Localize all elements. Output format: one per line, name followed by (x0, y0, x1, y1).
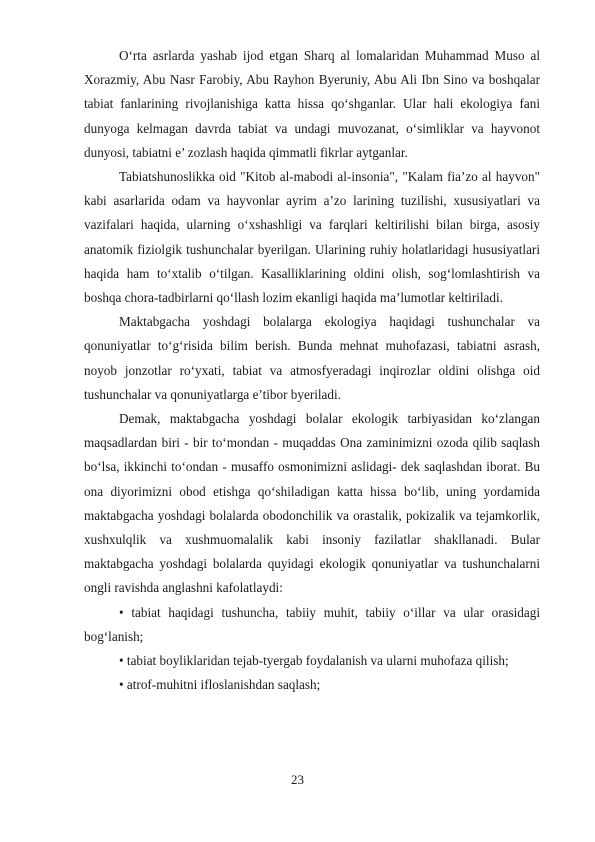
page-number: 23 (291, 772, 304, 787)
paragraph-natural-science-works: Tabiatshunoslikka oid "Kitob al-mabodi al-insonia", "Kalam fia’zo al hayvon" kabi asarlarida odam va hayvonlar ayrim a’zo larining tuzilishi, xususiyatlari va vazifalari haqida, ularning o‘xshashligi va farqlari keltirilishi bilan birga, asosiy anatomik fiziolgik tushunchalar byerilgan. Ularining ruhiy holatlaridagi hususiyatlari haqida ham to‘xtalib o‘tilgan. Kasalliklarining oldini olish, sog‘lomlashtirish va boshqa chora-tadbirlarni qo‘llash lozim ekanligi haqida ma’lumotlar keltiriladi. (84, 169, 540, 306)
bullet-item-resource-protection: • tabiat boyliklaridan tejab-tyergab foydalanish va ularni muhofaza qilish; (119, 653, 509, 669)
paragraph-scholars: O‘rta asrlarda yashab ijod etgan Sharq al lomalaridan Muhammad Muso al Xorazmiy, Abu Nasr Farobiy, Abu Rayhon Byeruniy, Abu Ali Ibn Sino va boshqalar tabiat fanlarining rivojlanishiga katta hissa qo‘shganlar. Ular hali ekologiya fani dunyoga kelmagan davrda tabiat va undagi muvozanat, o‘simliklar va hayvonot dunyosi, tabiatni e’ zozlash haqida qimmatli fikrlar aytganlar. (84, 48, 540, 160)
document-page (84, 44, 540, 697)
paragraph-preschool-ecology: Maktabgacha yoshdagi bolalarga ekologiya haqidagi tushunchalar va qonuniyatlar to‘g‘risida bilim berish. Bunda mehnat muhofazasi, tabiatni asrash, noyob jonzotlar ro‘yxati, tabiat va atmosfyeradagi inqirozlar oldini olishga oid tushunchalar va qonuniyatlarga e’tibor byeriladi. (84, 314, 540, 402)
bullet-item-pollution-prevention: • atrof-muhitni ifloslanishdan saqlash; (119, 677, 321, 693)
paragraph-ecological-education-goals: Demak, maktabgacha yoshdagi bolalar ekologik tarbiyasidan ko‘zlangan maqsadlardan biri - bir to‘mondan - muqaddas Ona zaminimizni ozoda qilib saqlash bo‘lsa, ikkinchi to‘ondan - musaffo osmonimizni aslidagi- dek saqlashdan iborat. Bu ona diyorimizni obod etishga qo‘shiladigan katta hissa bo‘lib, uning yordamida maktabgacha yoshdagi bolalarda obodonchilik va orastalik, pokizalik va tejamkorlik, xushxulqlik va xushmuomalalik kabi insoniy fazilatlar shakllanadi. Bular maktabgacha yoshdagi bolalarda quyidagi ekologik qonuniyatlar va tushunchalarni ongli ravishda anglashni kafolatlaydi: (84, 411, 540, 596)
bullet-item-nature-concepts: • tabiat haqidagi tushuncha, tabiiy muhit, tabiiy o‘illar va ular orasidagi bog‘lanish; (84, 604, 540, 644)
